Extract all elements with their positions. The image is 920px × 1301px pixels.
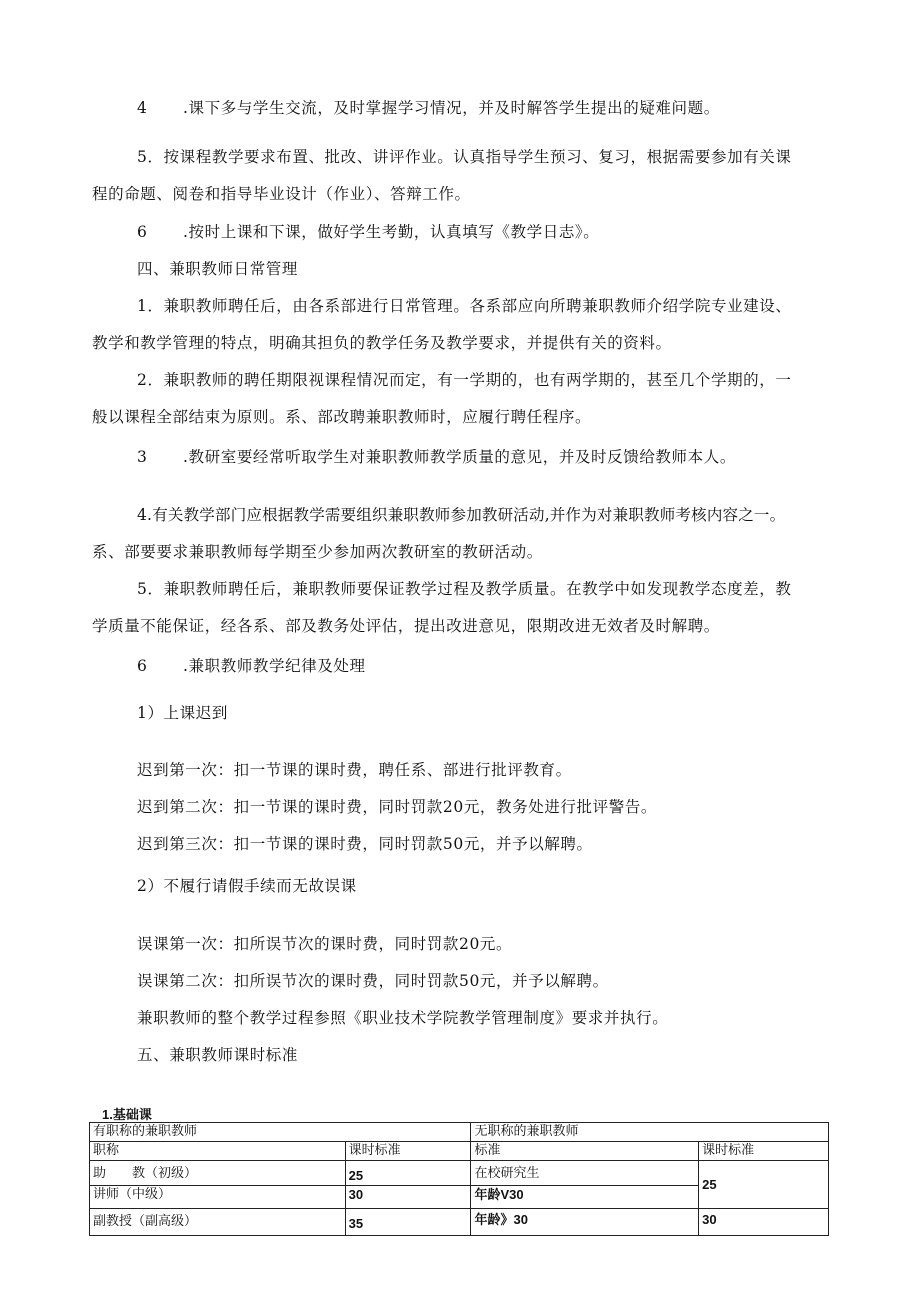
para-line: 教学和教学管理的特点，明确其担负的教学任务及教学要求，并提供有关的资料。 <box>92 334 672 352</box>
para-line: 5．兼职教师聘任后，兼职教师要保证教学过程及教学质量。在教学中如发现教学态度差，教 <box>137 580 792 598</box>
item-number: 3 <box>137 448 148 466</box>
column-header: 标准 <box>471 1142 699 1161</box>
table-caption: 1.基础课 <box>102 1107 152 1122</box>
para-line: 误课第二次：扣所误节次的课时费，同时罚款50元，并予以解聘。 <box>137 972 609 990</box>
table-cell: 年龄》30 <box>471 1209 699 1236</box>
para-line: 迟到第三次：扣一节课的课时费，同时罚款50元，并予以解聘。 <box>137 835 593 853</box>
table-cell: 30 <box>699 1209 829 1236</box>
table-cell: 副教授（副高级） <box>90 1209 346 1236</box>
column-header: 课时标准 <box>345 1142 471 1161</box>
table-row <box>90 1209 829 1236</box>
para-line: 1．兼职教师聘任后，由各系部进行日常管理。各系部应向所聘兼职教师介绍学院专业建设、 <box>137 297 792 315</box>
item-number: 6 <box>137 657 148 675</box>
table-header-row <box>90 1142 829 1161</box>
section-heading-5: 五、兼职教师课时标准 <box>137 1046 299 1064</box>
table-cell: 25 <box>699 1161 829 1209</box>
table-cell: 助 教（初级） <box>90 1161 346 1186</box>
para-line: 4.有关教学部门应根据教学需要组织兼职教师参加教研活动,并作为对兼职教师考核内容之一。 <box>137 506 786 524</box>
para-line: 迟到第一次：扣一节课的课时费，聘任系、部进行批评教育。 <box>137 761 572 779</box>
table-cell: 25 <box>345 1161 471 1186</box>
para-text: .按时上课和下课，做好学生考勤，认真填写《教学日志》。 <box>183 223 600 241</box>
hours-standard-table <box>89 1122 829 1236</box>
para-item-6 <box>137 222 600 242</box>
para-line: 程的命题、阅卷和指导毕业设计（作业）、答辩工作。 <box>92 185 471 203</box>
para-item-3 <box>137 447 736 467</box>
table-cell: 35 <box>345 1209 471 1236</box>
para-line: 系、部要要求兼职教师每学期至少参加两次教研室的教研活动。 <box>92 543 543 561</box>
item-number: 4 <box>137 99 148 117</box>
para-line: 2．兼职教师的聘任期限视课程情况而定，有一学期的，也有两学期的，甚至几个学期的，一 <box>137 371 792 389</box>
para-line: 般以课程全部结束为原则。系、部改聘兼职教师时，应履行聘任程序。 <box>92 408 592 426</box>
table-group-row <box>90 1123 829 1142</box>
para-item-4 <box>137 98 720 118</box>
para-text: .课下多与学生交流，及时掌握学习情况，并及时解答学生提出的疑难问题。 <box>183 99 720 117</box>
table-row <box>90 1161 829 1186</box>
para-line: 迟到第二次：扣一节课的课时费，同时罚款20元，教务处进行批评警告。 <box>137 798 658 816</box>
para-text: .兼职教师教学纪律及处理 <box>183 657 366 675</box>
sub-heading-late: 1）上课迟到 <box>137 704 228 722</box>
sub-heading-absence: 2）不履行请假手续而无故误课 <box>137 877 357 895</box>
group-header-left: 有职称的兼职教师 <box>90 1123 471 1142</box>
para-item-6b <box>137 656 366 676</box>
table-cell: 讲师（中级） <box>90 1186 346 1209</box>
column-header: 职称 <box>90 1142 346 1161</box>
table-cell: 30 <box>345 1186 471 1209</box>
table-cell: 年龄V30 <box>471 1186 699 1209</box>
para-line: 5．按课程教学要求布置、批改、讲评作业。认真指导学生预习、复习，根据需要参加有关课 <box>137 148 792 166</box>
para-line: 学质量不能保证，经各系、部及教务处评估，提出改进意见，限期改进无效者及时解聘。 <box>92 617 720 635</box>
section-heading-4: 四、兼职教师日常管理 <box>137 260 299 278</box>
group-header-right: 无职称的兼职教师 <box>471 1123 829 1142</box>
column-header: 课时标准 <box>699 1142 829 1161</box>
para-text: .教研室要经常听取学生对兼职教师教学质量的意见，并及时反馈给教师本人。 <box>183 448 736 466</box>
para-line: 误课第一次：扣所误节次的课时费，同时罚款20元。 <box>137 935 513 953</box>
para-line: 兼职教师的整个教学过程参照《职业技术学院教学管理制度》要求并执行。 <box>137 1009 669 1027</box>
table-cell: 在校研究生 <box>471 1161 699 1186</box>
item-number: 6 <box>137 223 148 241</box>
